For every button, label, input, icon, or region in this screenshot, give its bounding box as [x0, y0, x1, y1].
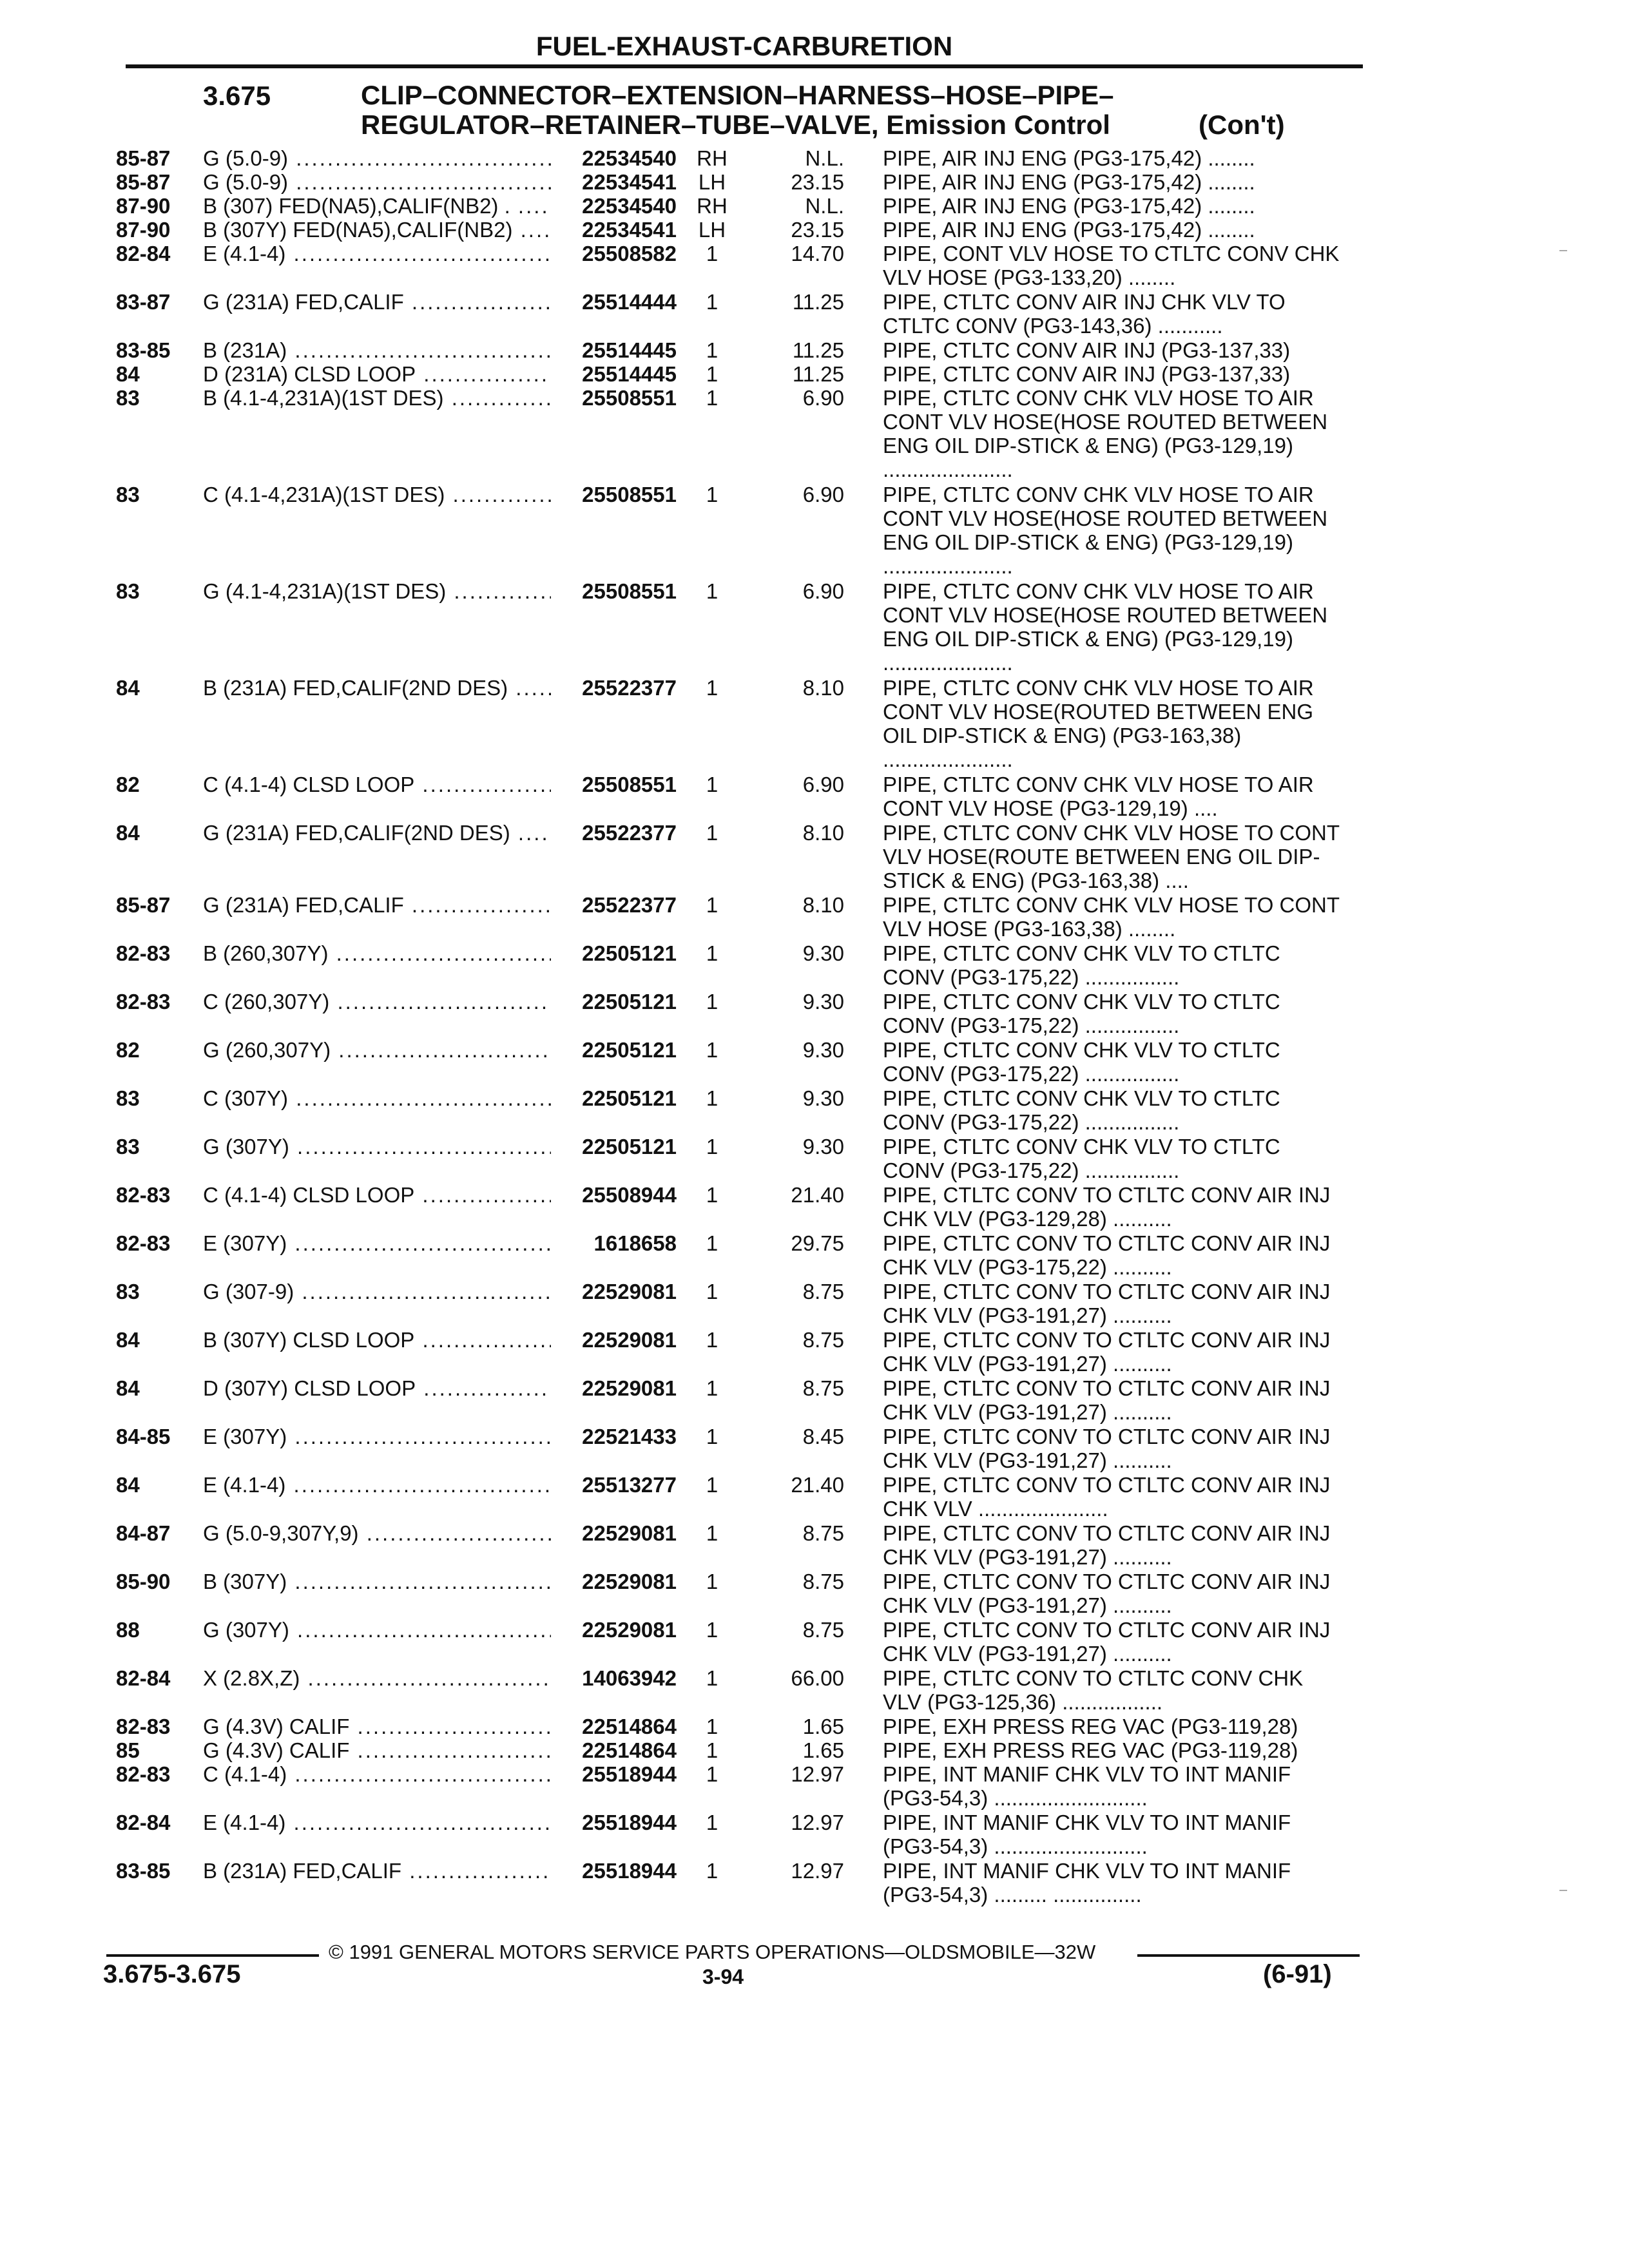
part-number: 22529081 [582, 1376, 677, 1400]
description: PIPE, CTLTC CONV AIR INJ (PG3-137,33) [883, 362, 1291, 386]
application: E (4.1-4) ..... [203, 1473, 551, 1497]
price: 23.15 [791, 218, 844, 242]
part-number: 22505121 [582, 990, 677, 1014]
description: PIPE, AIR INJ ENG (PG3-175,42) ........ [883, 218, 1255, 242]
quantity: 1 [706, 1762, 718, 1786]
quantity: 1 [706, 483, 718, 506]
description: PIPE, AIR INJ ENG (PG3-175,42) ........ [883, 170, 1255, 194]
year: 82-84 [116, 242, 171, 265]
year: 82-84 [116, 1811, 171, 1834]
price: 8.75 [802, 1618, 844, 1642]
quantity: 1 [706, 1473, 718, 1497]
price: 6.90 [802, 483, 844, 506]
description: PIPE, CTLTC CONV CHK VLV TO CTLTC CONV (PG3-175,22) ................ [883, 1135, 1280, 1182]
price: 12.97 [791, 1811, 844, 1834]
application: B (307Y) FED(NA5),CALIF(NB2) ..... [203, 218, 551, 242]
description: PIPE, CTLTC CONV TO CTLTC CONV AIR INJ CHK VLV (PG3-191,27) .......... [883, 1280, 1331, 1327]
price: 9.30 [802, 1135, 844, 1158]
part-number: 22514864 [582, 1738, 677, 1762]
application: D (231A) CLSD LOOP ..... [203, 362, 551, 386]
quantity: 1 [706, 1811, 718, 1834]
year: 85-87 [116, 170, 171, 194]
price: 1.65 [802, 1738, 844, 1762]
application: G (307-9) ..... [203, 1280, 551, 1303]
year: 85-90 [116, 1570, 171, 1593]
description: PIPE, CTLTC CONV CHK VLV HOSE TO CONT VLV HOSE(ROUTE BETWEEN ENG OIL DIP-STICK & ENG) (PG3-163,38) .... [883, 821, 1340, 892]
quantity: 1 [706, 338, 718, 362]
application: G (5.0-9) ..... [203, 170, 551, 194]
year: 83 [116, 579, 140, 603]
year: 83 [116, 1135, 140, 1158]
quantity: 1 [706, 1086, 718, 1110]
year: 85 [116, 1738, 140, 1762]
application: E (307Y) ..... [203, 1425, 551, 1448]
price: 9.30 [802, 1038, 844, 1062]
part-number: 25508551 [582, 773, 677, 796]
application: C (4.1-4,231A)(1ST DES) ..... [203, 483, 551, 506]
part-number: 25522377 [582, 893, 677, 917]
description: PIPE, INT MANIF CHK VLV TO INT MANIF (PG3-54,3) .......................... [883, 1762, 1291, 1810]
application: G (231A) FED,CALIF ..... [203, 290, 551, 314]
application: E (4.1-4) ..... [203, 1811, 551, 1834]
description: PIPE, CTLTC CONV TO CTLTC CONV CHK VLV (PG3-125,36) ................. [883, 1666, 1304, 1714]
description: PIPE, CTLTC CONV CHK VLV TO CTLTC CONV (PG3-175,22) ................ [883, 1038, 1280, 1086]
part-number: 22529081 [582, 1521, 677, 1545]
quantity: 1 [706, 579, 718, 603]
year: 82-83 [116, 1715, 171, 1738]
quantity: 1 [706, 1376, 718, 1400]
application: G (4.1-4,231A)(1ST DES) ..... [203, 579, 551, 603]
year: 82-84 [116, 1666, 171, 1690]
price: 8.10 [802, 893, 844, 917]
quantity: 1 [706, 1183, 718, 1207]
price: 9.30 [802, 941, 844, 965]
application: B (231A) FED,CALIF(2ND DES) ..... [203, 676, 551, 700]
part-number: 25522377 [582, 821, 677, 845]
quantity: RH [697, 194, 728, 218]
quantity: 1 [706, 1618, 718, 1642]
application: E (4.1-4) ..... [203, 242, 551, 265]
quantity: 1 [706, 1231, 718, 1255]
description: PIPE, CTLTC CONV CHK VLV HOSE TO AIR CONT VLV HOSE(HOSE ROUTED BETWEEN ENG OIL DIP-STICK & ENG) (PG3-129,19) ...................... [883, 483, 1328, 578]
part-number: 14063942 [582, 1666, 677, 1690]
application: G (5.0-9,307Y,9) ..... [203, 1521, 551, 1545]
description: PIPE, EXH PRESS REG VAC (PG3-119,28) [883, 1715, 1298, 1738]
year: 85-87 [116, 893, 171, 917]
year: 82-83 [116, 1231, 171, 1255]
part-number: 22534540 [582, 194, 677, 218]
price: 9.30 [802, 990, 844, 1014]
price: 23.15 [791, 170, 844, 194]
quantity: 1 [706, 941, 718, 965]
price: 9.30 [802, 1086, 844, 1110]
part-number: 22505121 [582, 1086, 677, 1110]
section-number: 3.675 [203, 81, 271, 111]
year: 87-90 [116, 218, 171, 242]
description: PIPE, CTLTC CONV TO CTLTC CONV AIR INJ CHK VLV (PG3-191,27) .......... [883, 1521, 1331, 1569]
description: PIPE, CTLTC CONV TO CTLTC CONV AIR INJ CHK VLV (PG3-191,27) .......... [883, 1570, 1331, 1617]
description: PIPE, CTLTC CONV TO CTLTC CONV AIR INJ CHK VLV (PG3-191,27) .......... [883, 1425, 1331, 1472]
part-number: 25508551 [582, 483, 677, 506]
margin-mark [1559, 250, 1567, 251]
quantity: 1 [706, 1425, 718, 1448]
footer-page-number: 3-94 [702, 1965, 744, 1988]
description: PIPE, CTLTC CONV CHK VLV TO CTLTC CONV (PG3-175,22) ................ [883, 1086, 1280, 1134]
price: 14.70 [791, 242, 844, 265]
description: PIPE, AIR INJ ENG (PG3-175,42) ........ [883, 146, 1255, 170]
application: X (2.8X,Z) ..... [203, 1666, 551, 1690]
price: 11.25 [792, 338, 844, 362]
quantity: 1 [706, 362, 718, 386]
year: 84-87 [116, 1521, 171, 1545]
year: 85-87 [116, 146, 171, 170]
quantity: 1 [706, 1666, 718, 1690]
price: 66.00 [791, 1666, 844, 1690]
application: G (231A) FED,CALIF(2ND DES) ..... [203, 821, 551, 845]
description: PIPE, CTLTC CONV TO CTLTC CONV AIR INJ CHK VLV (PG3-129,28) .......... [883, 1183, 1331, 1231]
year: 87-90 [116, 194, 171, 218]
price: 8.75 [802, 1280, 844, 1303]
year: 82-83 [116, 1762, 171, 1786]
quantity: 1 [706, 893, 718, 917]
part-number: 22534540 [582, 146, 677, 170]
year: 82-83 [116, 1183, 171, 1207]
quantity: 1 [706, 773, 718, 796]
application: E (307Y) ..... [203, 1231, 551, 1255]
quantity: 1 [706, 1135, 718, 1158]
year: 82 [116, 773, 140, 796]
price: N.L. [805, 194, 844, 218]
price: 6.90 [802, 579, 844, 603]
quantity: LH [698, 170, 726, 194]
quantity: 1 [706, 1738, 718, 1762]
footer-range: 3.675-3.675 [103, 1960, 241, 1988]
price: 8.75 [802, 1570, 844, 1593]
price: 21.40 [791, 1183, 844, 1207]
part-number: 25508944 [582, 1183, 677, 1207]
quantity: 1 [706, 1521, 718, 1545]
description: PIPE, INT MANIF CHK VLV TO INT MANIF (PG3-54,3) ......... ............... [883, 1859, 1291, 1907]
part-number: 25508551 [582, 579, 677, 603]
description: PIPE, CTLTC CONV CHK VLV HOSE TO AIR CONT VLV HOSE(HOSE ROUTED BETWEEN ENG OIL DIP-STICK & ENG) (PG3-129,19) ...................... [883, 579, 1328, 675]
part-number: 22529081 [582, 1280, 677, 1303]
description: PIPE, CONT VLV HOSE TO CTLTC CONV CHK VLV HOSE (PG3-133,20) ........ [883, 242, 1340, 289]
quantity: 1 [706, 1570, 718, 1593]
page-header: FUEL-EXHAUST-CARBURETION [535, 31, 953, 61]
application: G (260,307Y) ..... [203, 1038, 551, 1062]
quantity: 1 [706, 1280, 718, 1303]
application: B (307) FED(NA5),CALIF(NB2) . ..... [203, 194, 551, 218]
application: B (231A) FED,CALIF ..... [203, 1859, 551, 1883]
margin-mark [1559, 1890, 1567, 1891]
description: PIPE, INT MANIF CHK VLV TO INT MANIF (PG3-54,3) .......................... [883, 1811, 1291, 1858]
description: PIPE, CTLTC CONV AIR INJ CHK VLV TO CTLTC CONV (PG3-143,36) ........... [883, 290, 1286, 338]
section-title-line1: CLIP–CONNECTOR–EXTENSION–HARNESS–HOSE–PIPE– [361, 80, 1114, 110]
application: D (307Y) CLSD LOOP ..... [203, 1376, 551, 1400]
year: 84 [116, 362, 140, 386]
price: N.L. [805, 146, 844, 170]
part-number: 22521433 [582, 1425, 677, 1448]
application: G (4.3V) CALIF ..... [203, 1738, 551, 1762]
year: 83-85 [116, 338, 171, 362]
part-number: 25514444 [582, 290, 677, 314]
price: 8.10 [802, 676, 844, 700]
part-number: 22505121 [582, 1135, 677, 1158]
part-number: 25522377 [582, 676, 677, 700]
part-number: 22529081 [582, 1328, 677, 1352]
quantity: 1 [706, 821, 718, 845]
footer-date: (6-91) [1263, 1960, 1332, 1988]
part-number: 22534541 [582, 218, 677, 242]
quantity: 1 [706, 676, 718, 700]
year: 83 [116, 1086, 140, 1110]
description: PIPE, CTLTC CONV CHK VLV HOSE TO AIR CONT VLV HOSE (PG3-129,19) .... [883, 773, 1314, 820]
price: 11.25 [792, 290, 844, 314]
quantity: 1 [706, 1038, 718, 1062]
part-number: 1618658 [593, 1231, 677, 1255]
application: B (307Y) CLSD LOOP ..... [203, 1328, 551, 1352]
part-number: 22534541 [582, 170, 677, 194]
quantity: RH [697, 146, 728, 170]
price: 6.90 [802, 773, 844, 796]
quantity: 1 [706, 1328, 718, 1352]
application: G (231A) FED,CALIF ..... [203, 893, 551, 917]
year: 84 [116, 821, 140, 845]
price: 12.97 [791, 1859, 844, 1883]
year: 84 [116, 1376, 140, 1400]
footer-rule-left [106, 1954, 319, 1957]
description: PIPE, CTLTC CONV TO CTLTC CONV AIR INJ CHK VLV (PG3-191,27) .......... [883, 1376, 1331, 1424]
price: 8.45 [802, 1425, 844, 1448]
description: PIPE, CTLTC CONV CHK VLV HOSE TO AIR CONT VLV HOSE(ROUTED BETWEEN ENG OIL DIP-STICK & ENG) (PG3-163,38) ...................... [883, 676, 1314, 771]
part-number: 25514445 [582, 362, 677, 386]
application: B (4.1-4,231A)(1ST DES) ..... [203, 386, 551, 410]
year: 84-85 [116, 1425, 171, 1448]
description: PIPE, CTLTC CONV CHK VLV HOSE TO CONT VLV HOSE (PG3-163,38) ........ [883, 893, 1340, 941]
description: PIPE, CTLTC CONV TO CTLTC CONV AIR INJ CHK VLV ...................... [883, 1473, 1331, 1521]
application: G (5.0-9) ..... [203, 146, 551, 170]
description: PIPE, EXH PRESS REG VAC (PG3-119,28) [883, 1738, 1298, 1762]
part-number: 25508582 [582, 242, 677, 265]
section-continued: (Con't) [1199, 110, 1285, 140]
year: 83-85 [116, 1859, 171, 1883]
description: PIPE, CTLTC CONV CHK VLV HOSE TO AIR CONT VLV HOSE(HOSE ROUTED BETWEEN ENG OIL DIP-STICK & ENG) (PG3-129,19) ...................... [883, 386, 1328, 481]
price: 8.75 [802, 1376, 844, 1400]
description: PIPE, CTLTC CONV TO CTLTC CONV AIR INJ CHK VLV (PG3-191,27) .......... [883, 1328, 1331, 1376]
application: C (4.1-4) ..... [203, 1762, 551, 1786]
quantity: LH [698, 218, 726, 242]
price: 12.97 [791, 1762, 844, 1786]
price: 29.75 [791, 1231, 844, 1255]
description: PIPE, AIR INJ ENG (PG3-175,42) ........ [883, 194, 1255, 218]
description: PIPE, CTLTC CONV CHK VLV TO CTLTC CONV (PG3-175,22) ................ [883, 941, 1280, 989]
part-number: 25513277 [582, 1473, 677, 1497]
description: PIPE, CTLTC CONV TO CTLTC CONV AIR INJ CHK VLV (PG3-191,27) .......... [883, 1618, 1331, 1666]
quantity: 1 [706, 290, 718, 314]
year: 82-83 [116, 941, 171, 965]
part-number: 25514445 [582, 338, 677, 362]
year: 82 [116, 1038, 140, 1062]
part-number: 25518944 [582, 1762, 677, 1786]
quantity: 1 [706, 1715, 718, 1738]
year: 83-87 [116, 290, 171, 314]
application: C (307Y) ..... [203, 1086, 551, 1110]
year: 88 [116, 1618, 140, 1642]
year: 84 [116, 1328, 140, 1352]
part-number: 25518944 [582, 1811, 677, 1834]
part-number: 22514864 [582, 1715, 677, 1738]
quantity: 1 [706, 242, 718, 265]
year: 83 [116, 1280, 140, 1303]
part-number: 25508551 [582, 386, 677, 410]
footer-rule-right [1137, 1954, 1360, 1957]
application: G (307Y) ..... [203, 1135, 551, 1158]
price: 1.65 [802, 1715, 844, 1738]
description: PIPE, CTLTC CONV AIR INJ (PG3-137,33) [883, 338, 1291, 362]
footer-copyright: © 1991 GENERAL MOTORS SERVICE PARTS OPERATIONS—OLDSMOBILE—32W [329, 1941, 1096, 1963]
price: 21.40 [791, 1473, 844, 1497]
description: PIPE, CTLTC CONV CHK VLV TO CTLTC CONV (PG3-175,22) ................ [883, 990, 1280, 1037]
application: C (260,307Y) ..... [203, 990, 551, 1014]
application: B (260,307Y) ..... [203, 941, 551, 965]
price: 11.25 [792, 362, 844, 386]
quantity: 1 [706, 1859, 718, 1883]
year: 84 [116, 1473, 140, 1497]
application: G (307Y) ..... [203, 1618, 551, 1642]
part-number: 25518944 [582, 1859, 677, 1883]
application: B (231A) ..... [203, 338, 551, 362]
application: B (307Y) ..... [203, 1570, 551, 1593]
year: 83 [116, 483, 140, 506]
price: 6.90 [802, 386, 844, 410]
year: 84 [116, 676, 140, 700]
section-title-line2: REGULATOR–RETAINER–TUBE–VALVE, Emission Control [361, 110, 1110, 140]
quantity: 1 [706, 990, 718, 1014]
part-number: 22505121 [582, 1038, 677, 1062]
year: 83 [116, 386, 140, 410]
part-number: 22529081 [582, 1570, 677, 1593]
part-number: 22529081 [582, 1618, 677, 1642]
quantity: 1 [706, 386, 718, 410]
application: C (4.1-4) CLSD LOOP ..... [203, 773, 551, 796]
part-number: 22505121 [582, 941, 677, 965]
application: C (4.1-4) CLSD LOOP ..... [203, 1183, 551, 1207]
price: 8.75 [802, 1328, 844, 1352]
application: G (4.3V) CALIF ..... [203, 1715, 551, 1738]
description: PIPE, CTLTC CONV TO CTLTC CONV AIR INJ CHK VLV (PG3-175,22) .......... [883, 1231, 1331, 1279]
price: 8.10 [802, 821, 844, 845]
year: 82-83 [116, 990, 171, 1014]
price: 8.75 [802, 1521, 844, 1545]
